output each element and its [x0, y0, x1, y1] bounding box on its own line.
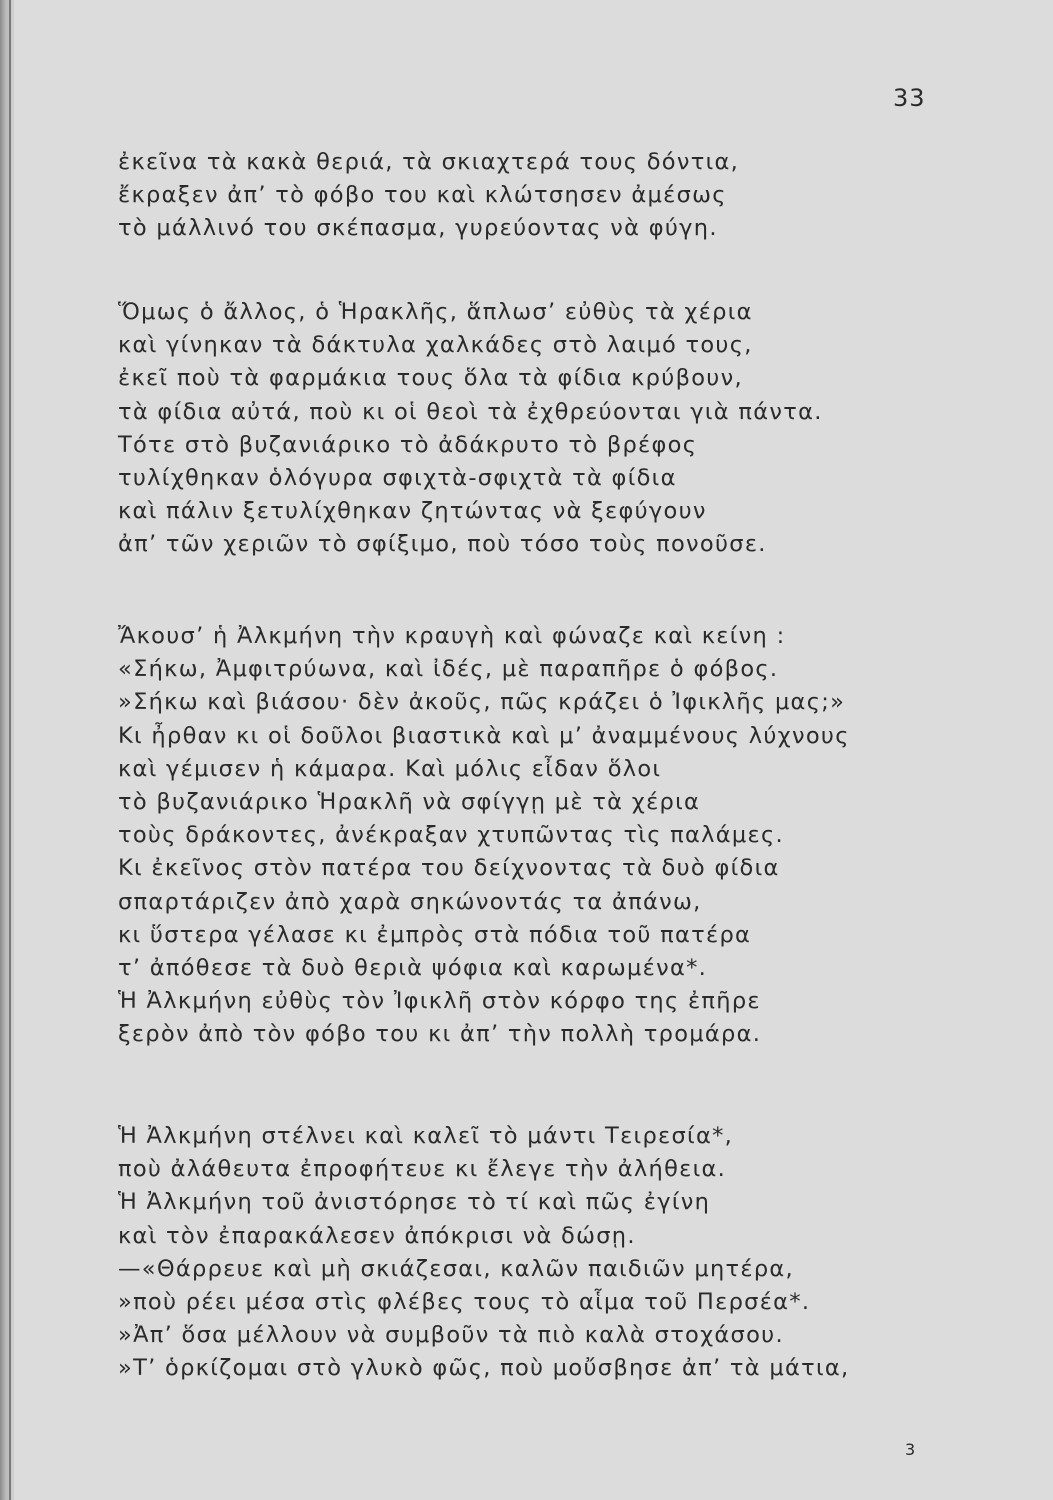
text-line: τὸ βυζανιάρικο Ἡρακλῆ νὰ σφίγγῃ μὲ τὰ χέρια — [118, 788, 701, 815]
stanza-4 — [118, 1120, 849, 1386]
text-line: ἔκραξεν ἀπ’ τὸ φόβο του καὶ κλώτσησεν ἀμέσως — [118, 182, 727, 209]
text-line: ξερὸν ἀπὸ τὸν φόβο του κι ἀπ’ τὴν πολλὴ τρομάρα. — [118, 1021, 762, 1048]
text-line: σπαρτάριζεν ἀπὸ χαρὰ σηκώνοντάς τα ἀπάνω, — [118, 888, 702, 915]
text-line: καὶ γίνηκαν τὰ δάκτυλα χαλκάδες στὸ λαιμό τους, — [118, 332, 753, 359]
text-line: ποὺ ἀλάθευτα ἐπροφήτευε κι ἔλεγε τὴν ἀλήθεια. — [118, 1156, 727, 1183]
stanza-3 — [118, 620, 850, 1051]
stanza-1 — [118, 146, 739, 246]
stanza-2 — [118, 296, 823, 562]
text-line: Ἡ Ἀλκμήνη τοῦ ἀνιστόρησε τὸ τί καὶ πῶς ἐγίνη — [118, 1189, 711, 1216]
text-line: καὶ γέμισεν ἡ κάμαρα. Καὶ μόλις εἶδαν ὅλοι — [118, 755, 662, 782]
text-line: ἐκεῖνα τὰ κακὰ θεριά, τὰ σκιαχτερά τους δόντια, — [118, 149, 740, 175]
text-line: ἀπ’ τῶν χεριῶν τὸ σφίξιμο, ποὺ τόσο τοὺς πονοῦσε. — [118, 531, 767, 558]
text-line: Ἄκουσ’ ἡ Ἀλκμήνη τὴν κραυγὴ καὶ φώναζε καὶ κείνη : — [118, 623, 786, 649]
text-line: κι ὕστερα γέλασε κι ἐμπρὸς στὰ πόδια τοῦ πατέρα — [118, 921, 752, 948]
binding-edge — [0, 0, 14, 1500]
signature-mark: 3 — [905, 1440, 916, 1459]
text-line: «Σήκω, Ἀμφιτρύωνα, καὶ ἰδές, μὲ παραπῆρε ὁ φόβος. — [118, 656, 779, 683]
text-line: τὰ φίδια αὐτά, ποὺ κι οἱ θεοὶ τὰ ἐχθρεύονται γιὰ πάντα. — [118, 398, 823, 425]
text-line: Ἡ Ἀλκμήνη στέλνει καὶ καλεῖ τὸ μάντι Τειρεσία*, — [118, 1123, 734, 1149]
text-line: Ἡ Ἀλκμήνη εὐθὺς τὸν Ἰφικλῆ στὸν κόρφο της ἐπῆρε — [118, 988, 761, 1015]
text-line: —«Θάρρευε καὶ μὴ σκιάζεσαι, καλῶν παιδιῶν μητέρα, — [118, 1255, 794, 1282]
text-line: καὶ τὸν ἐπαρακάλεσεν ἀπόκρισι νὰ δώσῃ. — [118, 1222, 636, 1249]
text-line: καὶ πάλιν ξετυλίχθηκαν ζητώντας νὰ ξεφύγουν — [118, 498, 707, 525]
text-line: Κι ἦρθαν κι οἱ δοῦλοι βιαστικὰ καὶ μ’ ἀναμμένους λύχνους — [118, 722, 850, 749]
text-line: τὸ μάλλινό του σκέπασμα, γυρεύοντας νὰ φύγη. — [118, 215, 718, 242]
text-line: Τότε στὸ βυζανιάρικο τὸ ἀδάκρυτο τὸ βρέφος — [118, 431, 698, 458]
text-line: »Σήκω καὶ βιάσου· δὲν ἀκοῦς, πῶς κράζει ὁ Ἰφικλῆς μας;» — [118, 689, 846, 716]
text-line: τυλίχθηκαν ὁλόγυρα σφιχτὰ-σφιχτὰ τὰ φίδια — [118, 464, 677, 491]
binding-line — [9, 0, 11, 1500]
text-line: Κι ἐκεῖνος στὸν πατέρα του δείχνοντας τὰ δυὸ φίδια — [118, 855, 780, 882]
text-line: τ’ ἀπόθεσε τὰ δυὸ θεριὰ ψόφια καὶ καρωμένα*. — [118, 954, 708, 981]
text-line: »Τ’ ὁρκίζομαι στὸ γλυκὸ φῶς, ποὺ μοὔσβησε ἀπ’ τὰ μάτια, — [118, 1355, 850, 1382]
page-number: 33 — [893, 84, 926, 112]
text-line: »ποὺ ρέει μέσα στὶς φλέβες τους τὸ αἷμα τοῦ Περσέα*. — [118, 1288, 811, 1315]
text-line: »Ἀπ’ ὅσα μέλλουν νὰ συμβοῦν τὰ πιὸ καλὰ στοχάσου. — [118, 1322, 784, 1349]
text-line: τοὺς δράκοντες, ἀνέκραξαν χτυπῶντας τὶς παλάμες. — [118, 822, 784, 849]
text-line: ἐκεῖ ποὺ τὰ φαρμάκια τους ὅλα τὰ φίδια κρύβουν, — [118, 365, 743, 392]
text-line: Ὅμως ὁ ἄλλος, ὁ Ἡρακλῆς, ἅπλωσ’ εὐθὺς τὰ χέρια — [118, 299, 753, 325]
